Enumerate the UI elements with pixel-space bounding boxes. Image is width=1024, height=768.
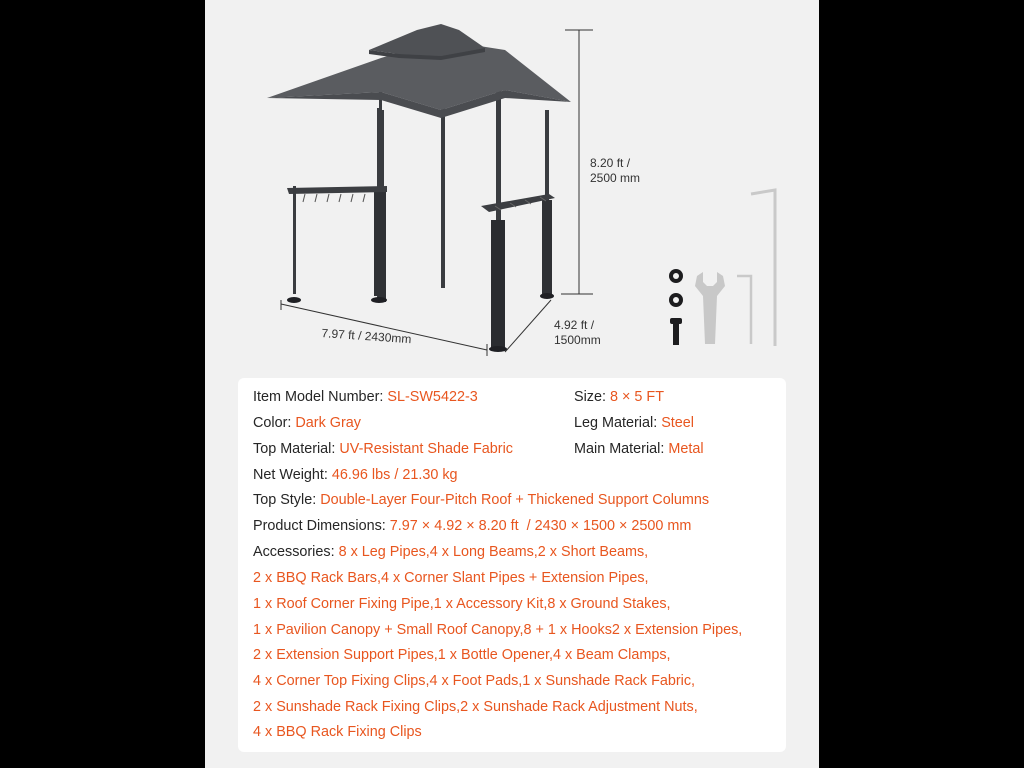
width-dimension-line <box>281 300 487 356</box>
spec-main-material: Main Material: Metal <box>574 441 704 457</box>
washer-icon <box>669 293 683 307</box>
spec-size: Size: 8 × 5 FT <box>574 389 664 405</box>
spec-accessories: Accessories: 8 x Leg Pipes,4 x Long Beams,2 x Short Beams, <box>253 544 649 560</box>
width-dimension-label: 7.97 ft / 2430mm <box>321 326 412 347</box>
height-metric: 2500 mm <box>590 171 641 185</box>
spec-model: Item Model Number: SL-SW5422-3 <box>253 389 478 405</box>
hex-key-small-icon <box>737 276 751 344</box>
hex-key-large-icon <box>751 190 775 346</box>
height-dimension-line <box>561 30 593 294</box>
spec-net-weight: Net Weight: 46.96 lbs / 21.30 kg <box>253 467 458 483</box>
accessories-line: 4 x BBQ Rack Fixing Clips <box>253 724 422 740</box>
product-spec-page <box>205 0 819 768</box>
spec-top-material: Top Material: UV-Resistant Shade Fabric <box>253 441 513 457</box>
depth-imperial: 4.92 ft / <box>554 318 595 332</box>
accessory-kit <box>669 190 775 346</box>
height-imperial: 8.20 ft / <box>590 156 631 170</box>
height-dimension-label <box>590 156 640 186</box>
accessories-line: 2 x BBQ Rack Bars,4 x Corner Slant Pipes + Extension Pipes, <box>253 570 649 586</box>
gazebo-diagram <box>205 0 819 370</box>
accessories-line: 2 x Sunshade Rack Fixing Clips,2 x Sunshade Rack Adjustment Nuts, <box>253 699 698 715</box>
depth-metric: 1500mm <box>554 333 601 347</box>
spec-top-style: Top Style: Double-Layer Four-Pitch Roof + Thickened Support Columns <box>253 492 710 508</box>
wrench-icon <box>695 272 725 344</box>
depth-dimension-line <box>505 300 551 352</box>
spec-product-dimensions: Product Dimensions: 7.97 × 4.92 × 8.20 ft / 2430 × 1500 × 2500 mm <box>253 518 692 534</box>
spec-card <box>238 378 786 752</box>
spec-color: Color: Dark Gray <box>253 415 361 431</box>
depth-dimension-label <box>554 318 601 348</box>
accessories-line: 1 x Pavilion Canopy + Small Roof Canopy,8 + 1 x Hooks2 x Extension Pipes, <box>253 622 743 638</box>
bolt-icon <box>670 318 682 345</box>
accessories-line: 1 x Roof Corner Fixing Pipe,1 x Accessory Kit,8 x Ground Stakes, <box>253 596 671 612</box>
accessories-line: 2 x Extension Support Pipes,1 x Bottle Opener,4 x Beam Clamps, <box>253 647 671 663</box>
gazebo-illustration <box>267 24 571 352</box>
accessories-line: 4 x Corner Top Fixing Clips,4 x Foot Pads,1 x Sunshade Rack Fabric, <box>253 673 696 689</box>
nut-icon <box>669 269 683 283</box>
spec-leg-material: Leg Material: Steel <box>574 415 694 431</box>
